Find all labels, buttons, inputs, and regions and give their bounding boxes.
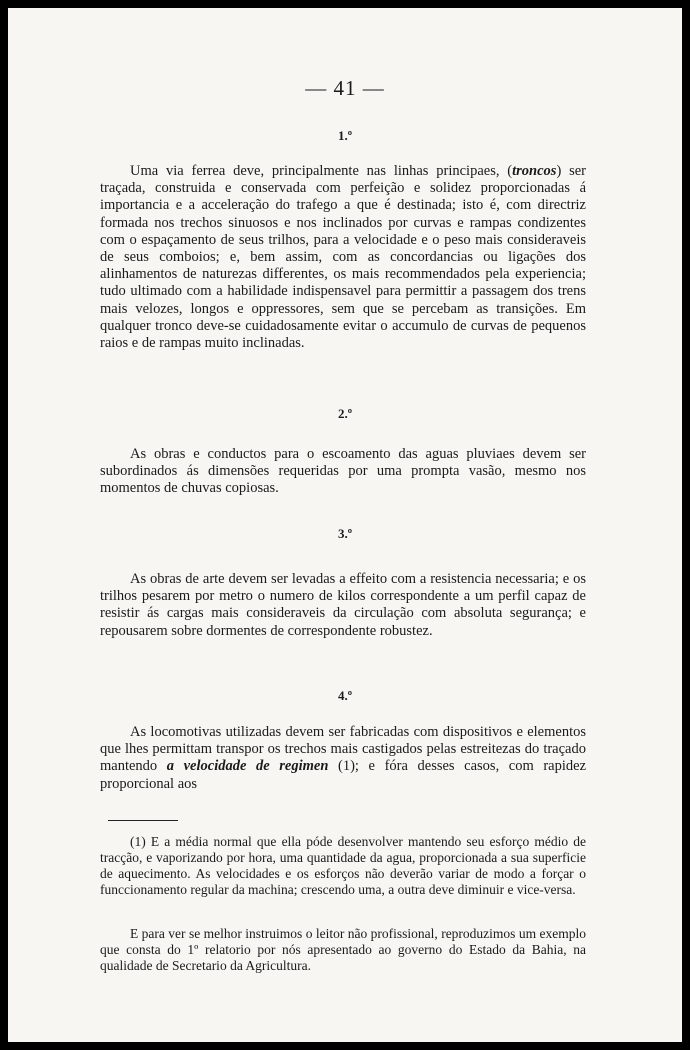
section-paragraph-2: As obras e conductos para o escoamento das aguas pluviaes devem ser subordinados ás dimensões requeridas por uma prompta vasão, mesmo nos momentos de chuvas copiosas. bbox=[100, 446, 586, 497]
section-paragraph-1: Uma via ferrea deve, principalmente nas linhas principaes, (troncos) ser traçada, construida e conservada com perfeição e solidez proporcionadas á importancia e a acceleração do trafego a que é destinada; isto é, com directriz formada nos trechos sinuosos e nos inclinados por curvas e rampas condizentes com o espaçamento de seus trilhos, para a velocidade e o peso mais consideraveis de seus comboios; e, bem assim, com as concordancias ou ligações dos alinhamentos de naturezas differentes, os mais recommendados pela experiencia; tudo ultimado com a habilidade indispensavel para permittir a passagem dos trens mais velozes, longos e oppressores, sem que se percebam as transições. Em qualquer tronco deve-se cuidadosamente evitar o accumulo de curvas de pequenos raios e de rampas muito inclinadas. bbox=[100, 163, 586, 352]
page-number: — 41 — bbox=[305, 76, 385, 100]
section-heading-3: 3.º bbox=[337, 526, 353, 541]
footnote-continuation: E para ver se melhor instruimos o leitor não profissional, reproduzimos um exemplo que consta do 1º relatorio por nós apresentado ao governo do Estado da Bahia, na qualidade de Secretario da Agricultura. bbox=[100, 926, 586, 973]
section-heading-4: 4.º bbox=[337, 688, 353, 703]
emphasis-term: troncos bbox=[512, 163, 557, 179]
document-page bbox=[8, 8, 682, 1042]
emphasis-term: a velocidade de regimen bbox=[166, 758, 329, 775]
footnote-1: (1) E a média normal que ella póde desenvolver mantendo seu esforço médio de tracção, e vaporizando por hora, uma quantidade da agua, proporcionada a sua superficie de aquecimento. As velocidades e os esforços não deverão variar de modo a forçar o funccionamento regular da machina; crescendo uma, a outra deve diminuir e vice-versa. bbox=[100, 834, 586, 897]
section-heading-1: 1.º bbox=[337, 128, 353, 143]
footnote-separator bbox=[108, 820, 178, 821]
section-paragraph-4: As locomotivas utilizadas devem ser fabricadas com dispositivos e elementos que lhes permittam transpor os trechos mais castigados pelas estreitezas do traçado mantendo a velocidade de regimen (1); e fóra desses casos, com rapidez proporcional aos bbox=[100, 724, 586, 792]
section-heading-2: 2.º bbox=[337, 406, 353, 421]
section-paragraph-3: As obras de arte devem ser levadas a effeito com a resistencia necessaria; e os trilhos pesarem por metro o numero de kilos correspondente a um perfil capaz de resistir ás cargas mais consideraveis da circulação com absoluta segurança; e repousarem sobre dormentes de correspondente robustez. bbox=[100, 571, 586, 639]
